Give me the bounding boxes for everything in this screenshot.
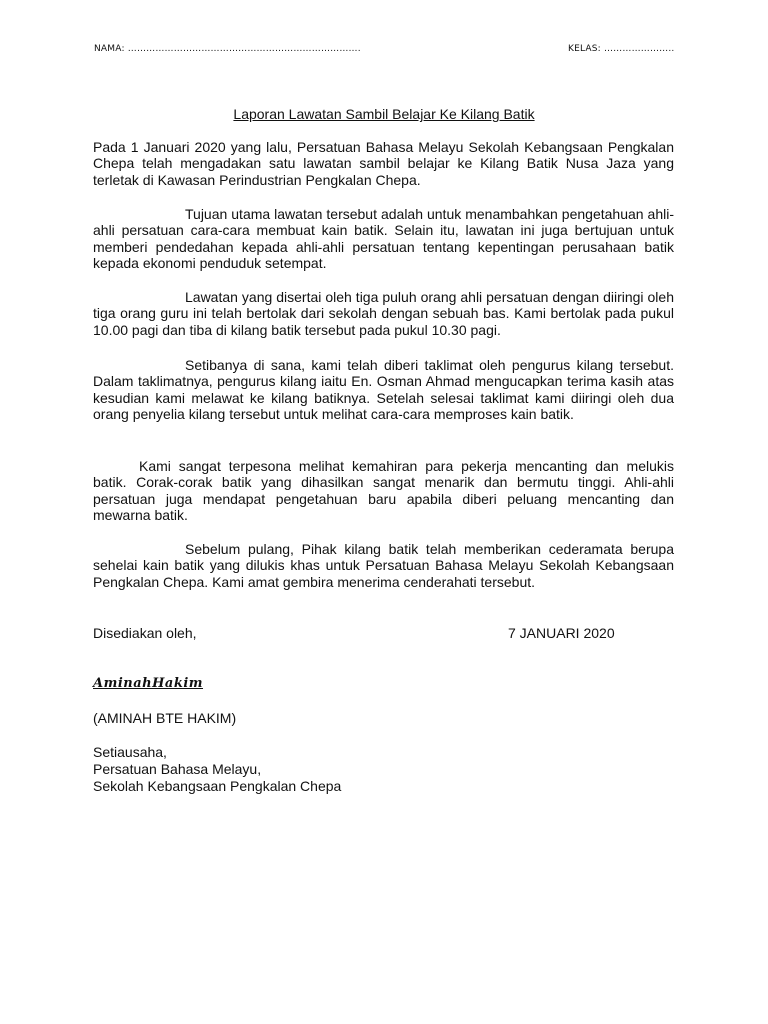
paragraph-3: Lawatan yang disertai oleh tiga puluh orang ahli persatuan dengan diiringi oleh tiga orang guru ini telah bertolak dari sekolah dengan sebuah bas. Kami bertolak pada pukul 10.00 pagi dan tiba di kilang batik tersebut pada pukul 10.30 pagi. bbox=[93, 289, 674, 338]
signatory-position: Setiausaha, bbox=[93, 744, 167, 760]
paragraph-5: Kami sangat terpesona melihat kemahiran para pekerja mencanting dan melukis batik. Corak-corak batik yang dihasilkan sangat menarik dan bermutu tinggi. Ahli-ahli persatuan juga mendapat pengetahuan baru apabila diberi peluang mencanting dan mewarna batik. bbox=[93, 458, 674, 524]
paragraph-2: Tujuan utama lawatan tersebut adalah untuk menambahkan pengetahuan ahli-ahli persatuan cara-cara membuat kain batik. Selain itu, lawatan ini juga bertujuan untuk memberi pendedahan kepada ahli-ahli persatuan tentang kepentingan perusahaan batik kepada ekonomi penduduk setempat. bbox=[93, 206, 674, 272]
paragraph-6: Sebelum pulang, Pihak kilang batik telah memberikan cederamata berupa sehelai kain batik yang dilukis khas untuk Persatuan Bahasa Melayu Sekolah Kebangsaan Pengkalan Chepa. Kami amat gembira menerima cenderahati tersebut. bbox=[93, 541, 674, 590]
handwritten-signature: AminahHakim bbox=[93, 676, 204, 691]
name-field: NAMA: …………………………………………………………………. bbox=[94, 44, 361, 54]
paragraph-1: Pada 1 Januari 2020 yang lalu, Persatuan Bahasa Melayu Sekolah Kebangsaan Pengkalan Chepa telah mengadakan satu lawatan sambil belajar ke Kilang Batik Nusa Jaza yang terletak di Kawasan Perindustrian Pengkalan Chepa. bbox=[93, 139, 674, 188]
report-title: Laporan Lawatan Sambil Belajar Ke Kilang Batik bbox=[233, 106, 535, 122]
class-field: KELAS: ………………….. bbox=[568, 44, 675, 54]
prepared-by-label: Disediakan oleh, bbox=[93, 625, 197, 641]
report-date: 7 JANUARI 2020 bbox=[508, 625, 615, 641]
signatory-details bbox=[93, 744, 341, 795]
signatory-school: Sekolah Kebangsaan Pengkalan Chepa bbox=[93, 778, 342, 794]
signatory-name: (AMINAH BTE HAKIM) bbox=[93, 710, 237, 726]
paragraph-4: Setibanya di sana, kami telah diberi taklimat oleh pengurus kilang tersebut. Dalam taklimatnya, pengurus kilang iaitu En. Osman Ahmad mengucapkan terima kasih atas kesudian kami melawat ke kilang batiknya. Setelah selesai taklimat kami diiringi oleh dua orang penyelia kilang tersebut untuk melihat cara-cara memproses kain batik. bbox=[93, 357, 674, 423]
signatory-organization: Persatuan Bahasa Melayu, bbox=[93, 761, 262, 777]
